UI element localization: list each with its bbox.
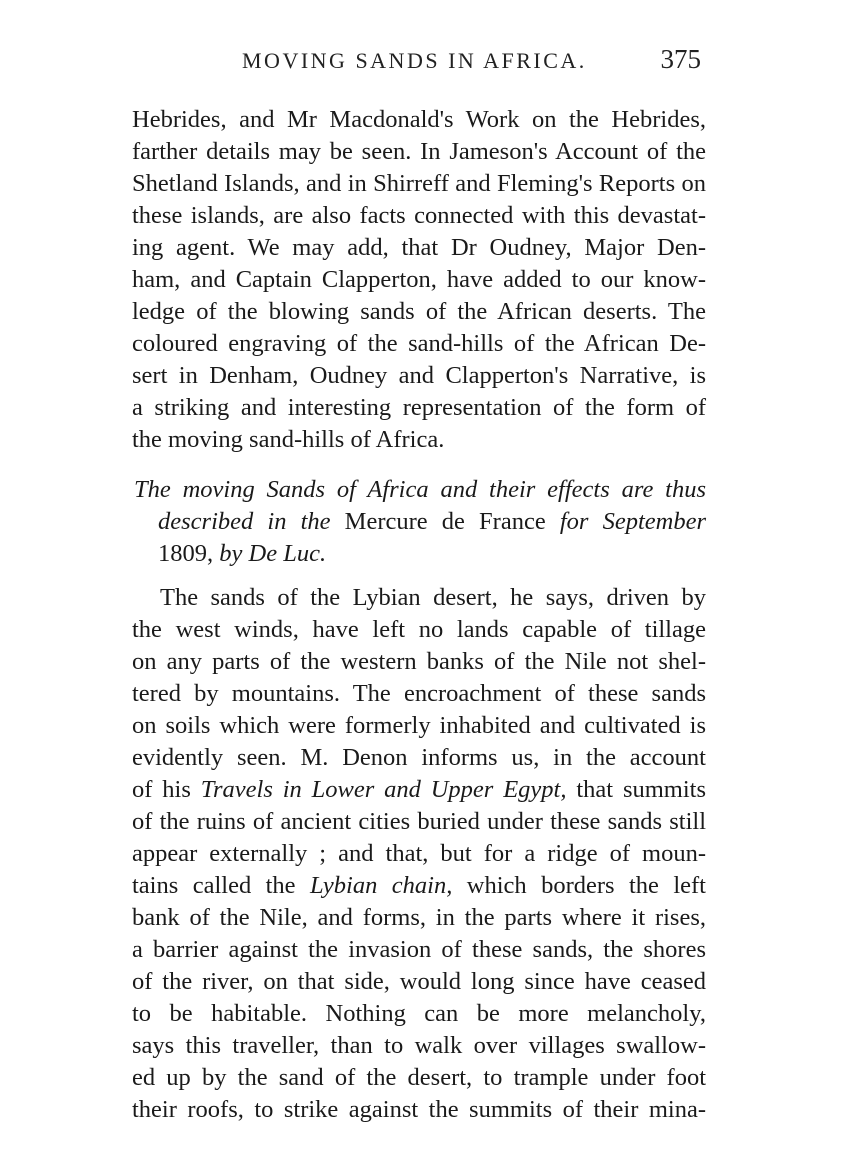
heading-text: for September	[545, 508, 706, 535]
text-line: ed up by the sand of the desert, to trample under foot	[132, 1064, 706, 1091]
text-line	[132, 870, 706, 902]
text-line: ing agent. We may add, that Dr Oudney, Major Den-	[132, 234, 706, 261]
text-line: farther details may be seen. In Jameson's Account of the	[132, 138, 706, 165]
place-name: Lybian chain,	[310, 872, 453, 899]
text-line: of the river, on that side, would long since have ceased	[132, 968, 706, 995]
text-line: bank of the Nile, and forms, in the parts where it rises,	[132, 904, 706, 931]
line-segment: which borders the left	[452, 872, 706, 899]
text-line: the west winds, have left no lands capable of tillage	[132, 616, 706, 643]
line-segment: that summits	[566, 776, 706, 803]
heading-source-title: Mercure de France	[344, 508, 546, 535]
heading-text: The moving Sands of Africa and their effects are thus	[134, 476, 706, 503]
text-line: Shetland Islands, and in Shirreff and Fleming's Reports on	[132, 170, 706, 197]
heading-text: described in the	[158, 508, 345, 535]
text-line: a barrier against the invasion of these sands, the shores	[132, 936, 706, 963]
running-head	[135, 44, 705, 78]
line-segment: tains called the	[132, 872, 310, 899]
text-line: evidently seen. M. Denon informs us, in the account	[132, 744, 706, 771]
book-title: Travels in Lower and Upper Egypt,	[200, 776, 567, 803]
text-line: says this traveller, than to walk over villages swallow-	[132, 1032, 706, 1059]
text-line: ledge of the blowing sands of the African deserts. The	[132, 298, 706, 325]
text-line: on any parts of the western banks of the Nile not shel-	[132, 648, 706, 675]
page-number: 375	[660, 44, 701, 74]
text-line: a striking and interesting representation of the form of	[132, 394, 706, 421]
section-heading-line	[158, 538, 706, 570]
line-segment: of his	[132, 776, 201, 803]
text-line: of the ruins of ancient cities buried under these sands still	[132, 808, 706, 835]
section-heading-line	[158, 506, 706, 538]
text-line: appear externally ; and that, but for a ridge of moun-	[132, 840, 706, 867]
text-line: these islands, are also facts connected with this devastat-	[132, 202, 706, 229]
heading-text: by De Luc.	[213, 540, 327, 567]
text-line: the moving sand-hills of Africa.	[132, 426, 445, 453]
text-line: to be habitable. Nothing can be more melancholy,	[132, 1000, 706, 1027]
text-line: The sands of the Lybian desert, he says, driven by	[160, 584, 706, 611]
text-line: their roofs, to strike against the summits of their mina-	[132, 1096, 706, 1123]
text-line: tered by mountains. The encroachment of these sands	[132, 680, 706, 707]
running-head-title: MOVING SANDS IN AFRICA.	[242, 48, 587, 73]
section-heading-line	[134, 474, 706, 506]
text-line: coloured engraving of the sand-hills of the African De-	[132, 330, 706, 357]
text-line: Hebrides, and Mr Macdonald's Work on the Hebrides,	[132, 106, 706, 133]
text-line	[132, 774, 706, 806]
text-line: on soils which were formerly inhabited and cultivated is	[132, 712, 706, 739]
heading-year: 1809,	[158, 540, 214, 567]
text-line: ham, and Captain Clapperton, have added to our know-	[132, 266, 706, 293]
text-line: sert in Denham, Oudney and Clapperton's Narrative, is	[132, 362, 706, 389]
